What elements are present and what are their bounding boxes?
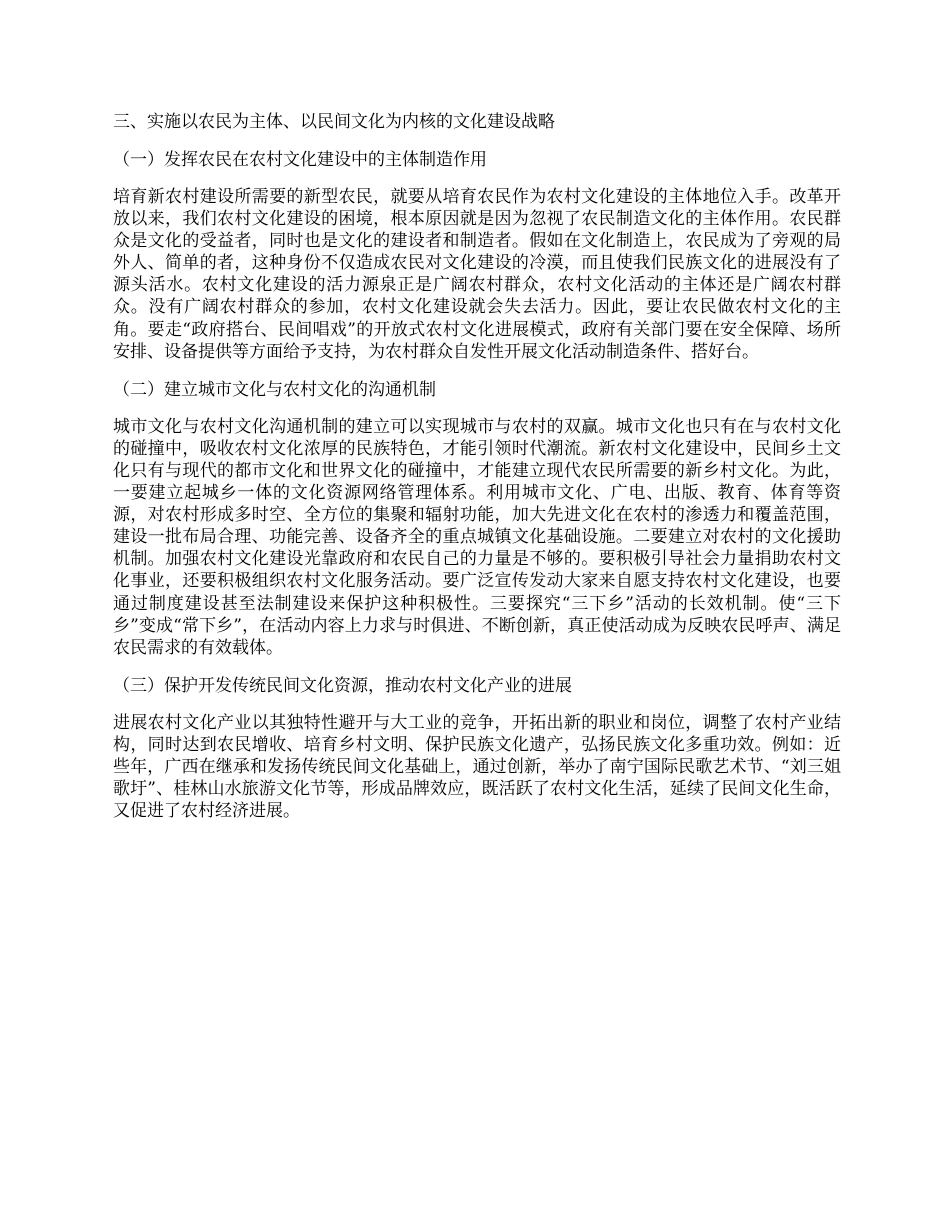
subsection-paragraph-2: 城市文化与农村文化沟通机制的建立可以实现城市与农村的双赢。城市文化也只有在与农村文化的碰撞中，吸收农村文化浓厚的民族特色，才能引领时代潮流。新农村文化建设中，民间乡土文化只有与现代的都市文化和世界文化的碰撞中，才能建立现代农民所需要的新乡村文化。为此，一要建立起城乡一体的文化资源网络管理体系。利用城市文化、广电、出版、教育、体育等资源，对农村形成多时空、全方位的集聚和辐射功能，加大先进文化在农村的渗透力和覆盖范围，建设一批布局合理、功能完善、设备齐全的重点城镇文化基础设施。二要建立对农村的文化援助机制。加强农村文化建设光靠政府和农民自己的力量是不够的。要积极引导社会力量捐助农村文化事业，还要积极组织农村文化服务活动。要广泛宣传发动大家来自愿支持农村文化建设，也要通过制度建设甚至法制建设来保护这种积极性。三要探究“三下乡”活动的长效机制。使“三下乡”变成“常下乡”，在活动内容上力求与时俱进、不断创新，真正使活动成为反映农民呼声、满足农民需求的有效载体。 [113, 416, 841, 658]
subsection-heading-1: （一）发挥农民在农村文化建设中的主体制造作用 [113, 150, 487, 170]
section-title: 三、实施以农民为主体、以民间文化为内核的文化建设战略 [113, 112, 555, 132]
subsection-heading-2: （二）建立城市文化与农村文化的沟通机制 [113, 379, 436, 400]
subsection-heading-3: （三）保护开发传统民间文化资源，推动农村文化产业的进展 [113, 675, 572, 696]
subsection-paragraph-3: 进展农村文化产业以其独特性避开与大工业的竞争，开拓出新的职业和岗位，调整了农村产业结构，同时达到农民增收、培育乡村文明、保护民族文化遗产，弘扬民族文化多重功效。例如：近些年，广西在继承和发扬传统民间文化基础上，通过创新，举办了南宁国际民歌艺术节、“刘三姐歌圩”、桂林山水旅游文化节等，形成品牌效应，既活跃了农村文化生活，延续了民间文化生命，又促进了农村经济进展。 [113, 712, 841, 822]
subsection-paragraph-1: 培育新农村建设所需要的新型农民，就要从培育农民作为农村文化建设的主体地位入手。改革开放以来，我们农村文化建设的困境，根本原因就是因为忽视了农民制造文化的主体作用。农民群众是文化的受益者，同时也是文化的建设者和制造者。假如在文化制造上，农民成为了旁观的局外人、简单的者，这种身份不仅造成农民对文化建设的冷漠，而且使我们民族文化的进展没有了源头活水。农村文化建设的活力源泉正是广阔农村群众，农村文化活动的主体还是广阔农村群众。没有广阔农村群众的参加，农村文化建设就会失去活力。因此，要让农民做农村文化的主角。要走“政府搭台、民间唱戏”的开放式农村文化进展模式，政府有关部门要在安全保障、场所安排、设备提供等方面给予支持，为农村群众自发性开展文化活动制造条件、搭好台。 [113, 187, 841, 362]
document-page [113, 110, 841, 837]
